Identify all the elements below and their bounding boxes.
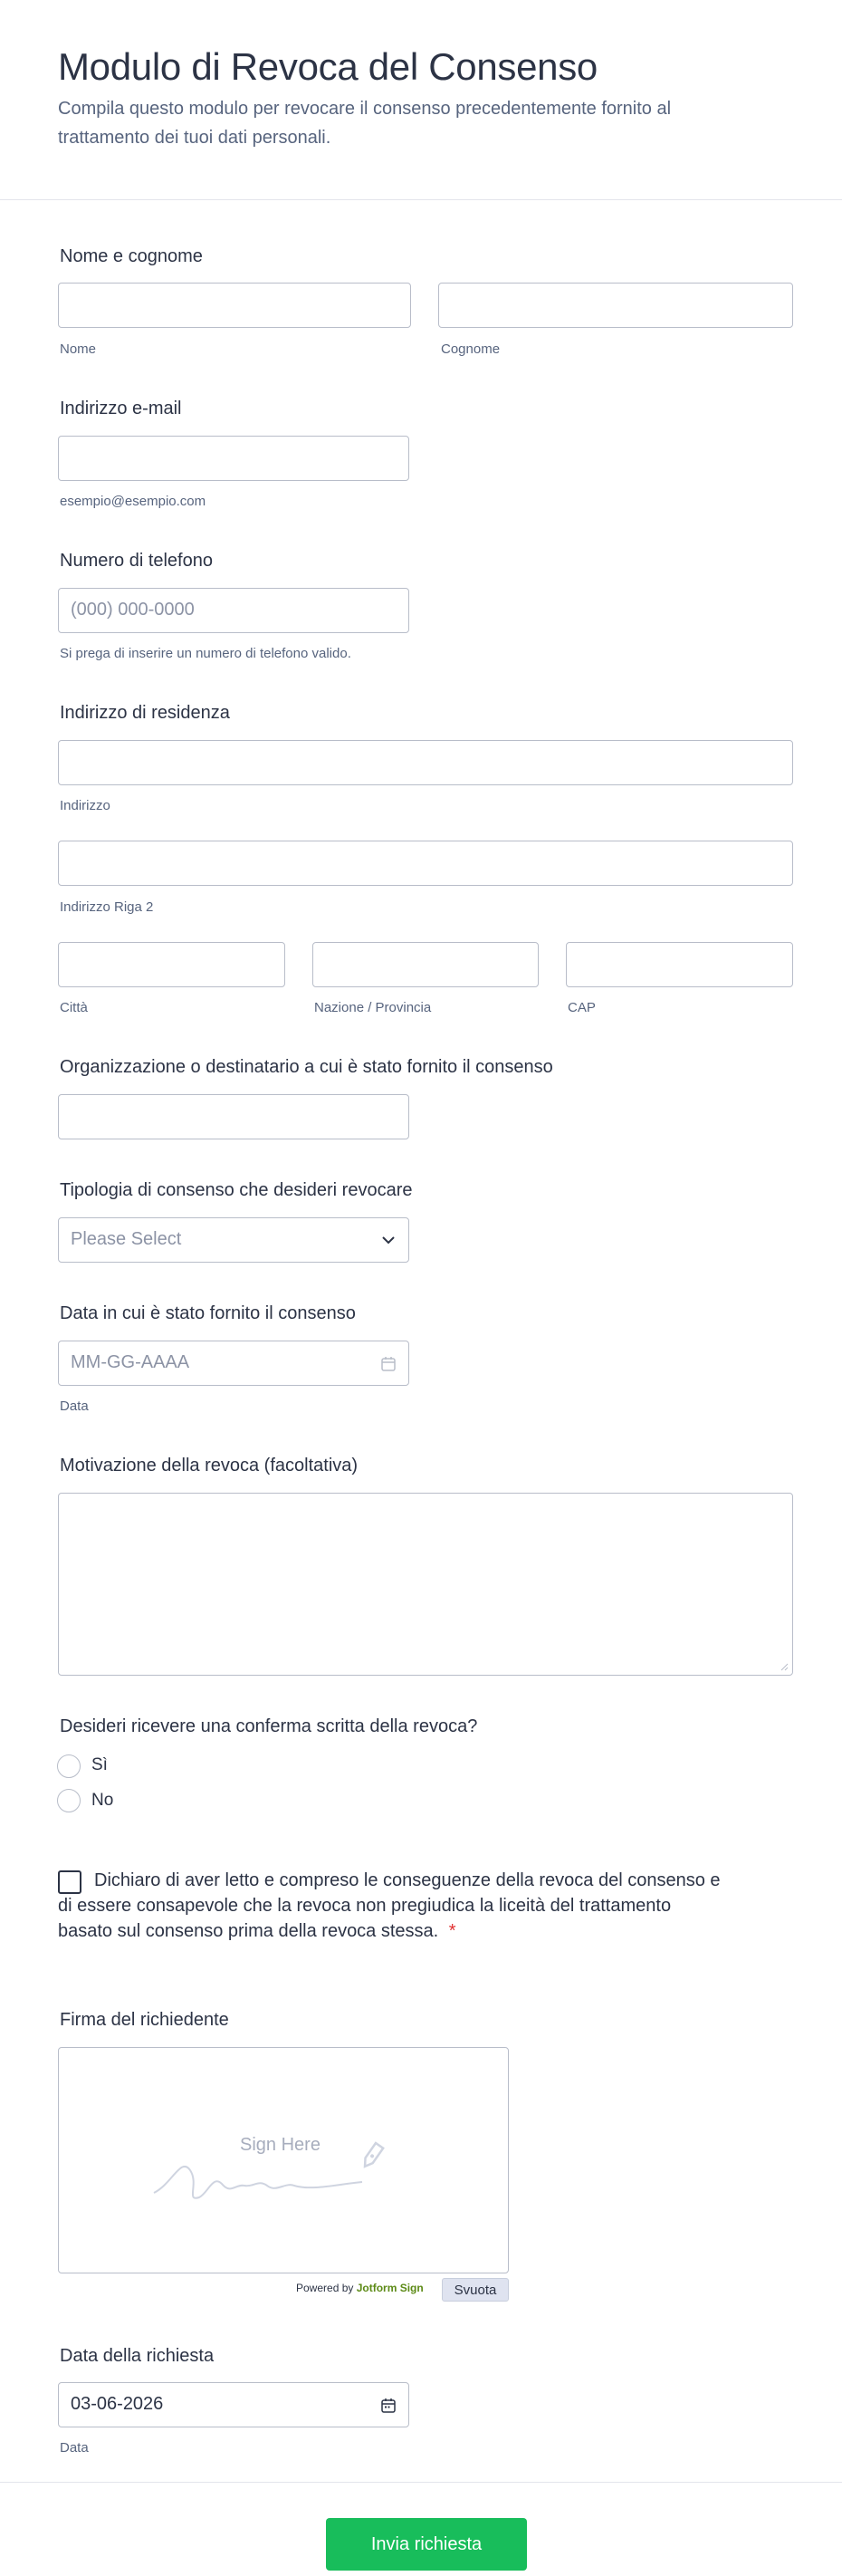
signature-label: Firma del richiedente: [60, 2010, 229, 2030]
organization-label: Organizzazione o destinatario a cui è stato fornito il consenso: [60, 1057, 553, 1077]
address-line2-input[interactable]: [58, 841, 793, 886]
confirmation-label: Desideri ricevere una conferma scritta della revoca?: [60, 1716, 478, 1736]
zip-input[interactable]: [566, 942, 793, 987]
consent-type-label: Tipologia di consenso che desideri revocare: [60, 1180, 413, 1200]
signature-pad[interactable]: [58, 2047, 509, 2273]
city-input[interactable]: [58, 942, 285, 987]
address-label: Indirizzo di residenza: [60, 703, 230, 723]
request-date-input[interactable]: [58, 2382, 409, 2427]
state-input[interactable]: [312, 942, 539, 987]
jotform-sign-brand: Jotform Sign: [356, 2282, 424, 2294]
name-label: Nome e cognome: [60, 246, 203, 266]
phone-label: Numero di telefono: [60, 551, 213, 571]
request-date-value: 03-06-2026: [71, 2394, 164, 2414]
powered-by-text: Powered by: [296, 2282, 354, 2294]
last-name-input[interactable]: [438, 283, 793, 328]
address-line1-input[interactable]: [58, 740, 793, 785]
consent-date-label: Data in cui è stato fornito il consenso: [60, 1303, 356, 1323]
radio-yes[interactable]: [57, 1754, 81, 1778]
last-name-sublabel: Cognome: [441, 341, 501, 357]
calendar-icon[interactable]: [380, 2398, 397, 2414]
radio-no-label: No: [91, 1791, 114, 1810]
resize-handle-icon[interactable]: [780, 1662, 789, 1671]
required-mark: *: [448, 1921, 456, 1941]
state-sublabel: Nazione / Provincia: [314, 1000, 432, 1015]
city-sublabel: Città: [60, 1000, 88, 1015]
request-date-label: Data della richiesta: [60, 2346, 215, 2366]
chevron-down-icon: [381, 1235, 396, 1245]
organization-input[interactable]: [58, 1094, 409, 1139]
email-sublabel: esempio@esempio.com: [60, 494, 206, 509]
submit-button[interactable]: Invia richiesta: [326, 2518, 527, 2571]
consent-type-select[interactable]: [58, 1217, 409, 1263]
clear-signature-button[interactable]: Svuota: [442, 2278, 509, 2302]
calendar-icon[interactable]: [380, 1356, 397, 1372]
consent-date-input[interactable]: [58, 1341, 409, 1386]
page-title: Modulo di Revoca del Consenso: [58, 45, 598, 88]
reason-textarea[interactable]: [58, 1493, 793, 1676]
declaration-text: Dichiaro di aver letto e compreso le conseguenze della revoca del consenso e di essere consapevole che la revoca non pregiudica la liceità del trattamento basato sul consenso prima della revoca stessa.: [58, 1870, 721, 1941]
zip-sublabel: CAP: [568, 1000, 596, 1015]
email-label: Indirizzo e-mail: [60, 399, 182, 418]
email-input[interactable]: [58, 436, 409, 481]
consent-date-sublabel: Data: [60, 1399, 89, 1414]
declaration-text-block: [58, 1868, 728, 1944]
radio-no[interactable]: [57, 1789, 81, 1812]
request-date-sublabel: Data: [60, 2440, 89, 2456]
address-line1-sublabel: Indirizzo: [60, 798, 110, 813]
page-subtitle: Compila questo modulo per revocare il consenso precedentemente fornito al trattamento dei tuoi dati personali.: [58, 99, 672, 148]
powered-by: [296, 2282, 424, 2294]
radio-yes-label: Sì: [91, 1755, 108, 1774]
first-name-input[interactable]: [58, 283, 411, 328]
phone-input[interactable]: [58, 588, 409, 633]
address-line2-sublabel: Indirizzo Riga 2: [60, 899, 154, 915]
consent-type-placeholder: Please Select: [71, 1229, 182, 1249]
phone-placeholder: (000) 000-0000: [71, 600, 195, 620]
consent-date-placeholder: MM-GG-AAAA: [71, 1352, 190, 1372]
first-name-sublabel: Nome: [60, 341, 97, 357]
footer-divider: [0, 2482, 842, 2483]
reason-label: Motivazione della revoca (facoltativa): [60, 1456, 359, 1475]
header-divider: [0, 199, 842, 200]
sign-here-text: Sign Here: [240, 2135, 321, 2155]
phone-sublabel: Si prega di inserire un numero di telefono valido.: [60, 646, 351, 661]
